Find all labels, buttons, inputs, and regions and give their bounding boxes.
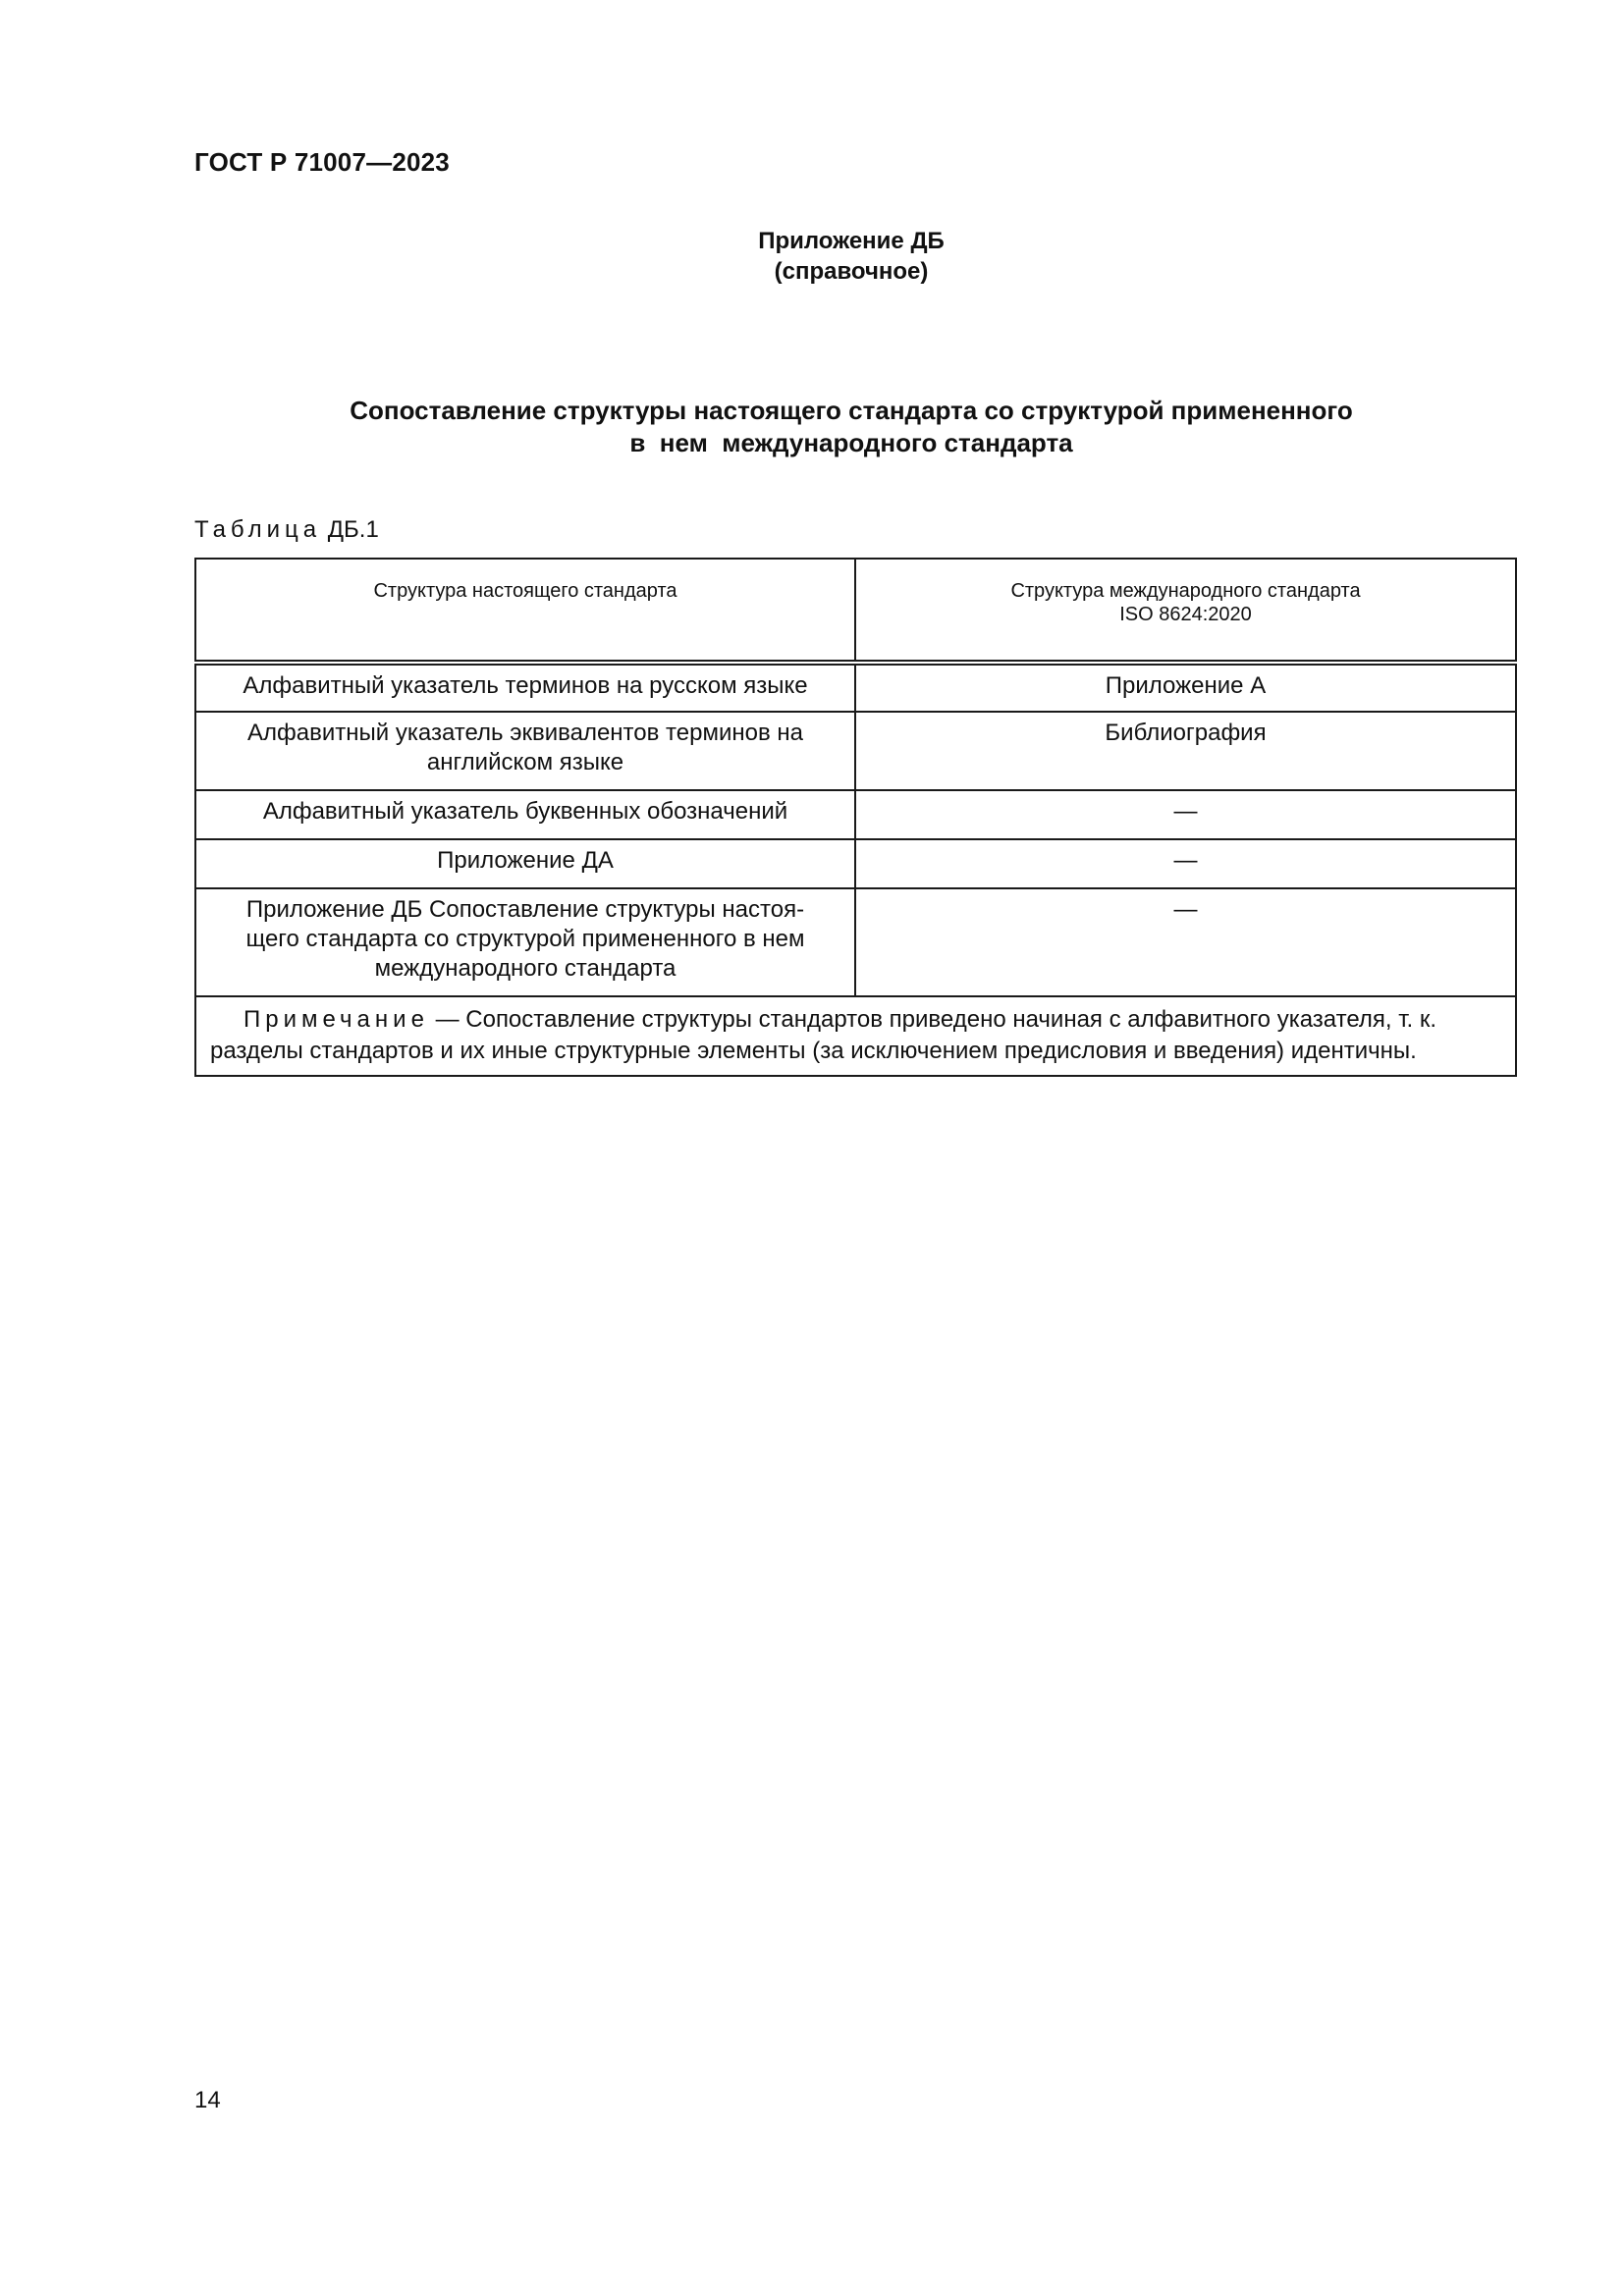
cell-international: Приложение А: [855, 663, 1516, 712]
header-international-line-1: Структура международного стандарта: [1010, 580, 1361, 602]
cell-current: Приложение ДБ Сопоставление структуры настоя-щего стандарта со структурой примененного в нем международного стандарта: [195, 888, 855, 996]
header-international-structure: [855, 559, 1516, 663]
page-number: 14: [194, 2087, 221, 2113]
cell-international: —: [855, 839, 1516, 888]
table-note-label: Примечание: [244, 1006, 429, 1033]
table-caption-label: Таблица: [194, 516, 322, 543]
document-id: ГОСТ Р 71007—2023: [194, 147, 450, 177]
section-title-line-1: Сопоставление структуры настоящего стандарта со структурой примененного: [350, 396, 1353, 425]
cell-international: —: [855, 790, 1516, 839]
table-note-text: — Сопоставление структуры стандартов приведено начиная с алфавитного указателя, т. к. разделы стандартов и их иные структурные элементы (за исключением предисловия и введения) идентичны.: [210, 1006, 1437, 1064]
structure-comparison-table: [194, 558, 1517, 1077]
cell-international: —: [855, 888, 1516, 996]
cell-current: Приложение ДА: [195, 839, 855, 888]
section-title: [245, 395, 1457, 459]
appendix-heading: [589, 226, 1113, 287]
table-row: [195, 888, 1516, 996]
table-row: [195, 790, 1516, 839]
cell-current: Алфавитный указатель терминов на русском языке: [195, 663, 855, 712]
table-note-row: [195, 996, 1516, 1076]
table-note: [195, 996, 1516, 1076]
cell-current: Алфавитный указатель эквивалентов терминов на английском языке: [195, 712, 855, 790]
cell-international: Библиография: [855, 712, 1516, 790]
appendix-type: (справочное): [774, 258, 929, 285]
table-header-row: [195, 559, 1516, 663]
table-row: [195, 712, 1516, 790]
table-row: [195, 663, 1516, 712]
header-international-line-2: ISO 8624:2020: [1119, 604, 1252, 625]
appendix-title: Приложение ДБ: [758, 228, 945, 254]
header-current-structure: Структура настоящего стандарта: [195, 559, 855, 663]
table-row: [195, 839, 1516, 888]
table-caption: [194, 516, 379, 544]
cell-current: Алфавитный указатель буквенных обозначений: [195, 790, 855, 839]
section-title-line-2: в нем международного стандарта: [629, 428, 1073, 457]
table-caption-number: ДБ.1: [327, 516, 379, 543]
